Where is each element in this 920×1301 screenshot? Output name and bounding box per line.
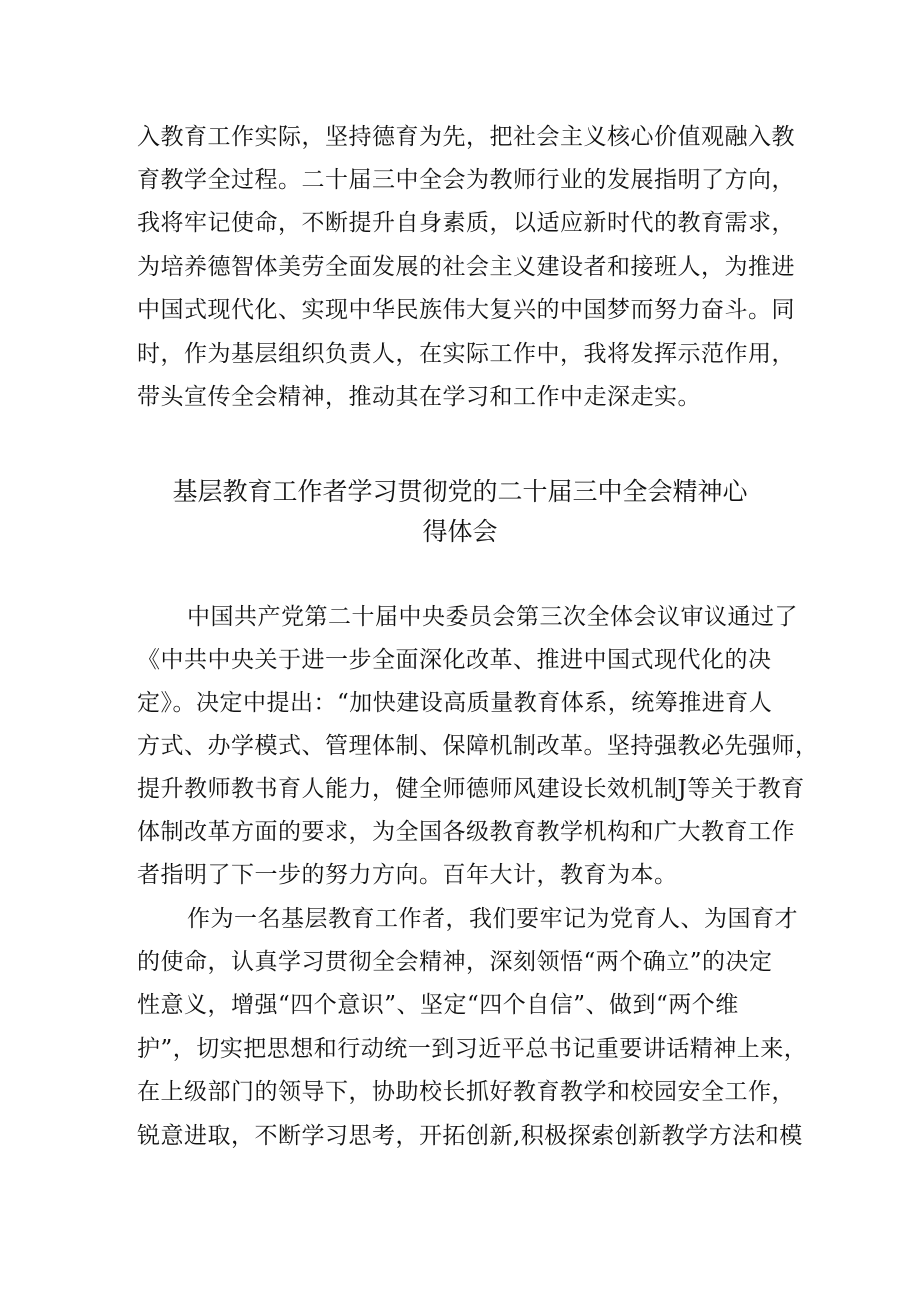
paragraph-line: 提升教师教书育人能力，健全师德师风建设长效机制J等关于教育 — [137, 776, 805, 802]
title-line: 基层教育工作者学习贯彻党的二十届三中全会精神心 — [172, 477, 748, 506]
paragraph-line: 在上级部门的领导下，协助校长抓好教育教学和校园安全工作， — [137, 1079, 795, 1105]
paragraph-line: 我将牢记使命，不断提升自身素质，以适应新时代的教育需求， — [137, 210, 795, 236]
paragraph-line: 时，作为基层组织负责人，在实际工作中，我将发挥示范作用， — [137, 341, 795, 367]
paragraph-line: 的使命，认真学习贯彻全会精神，深刻领悟“两个确立”的决定 — [137, 949, 773, 975]
paragraph-line: 定》。决定中提出：“加快建设高质量教育体系，统筹推进育人 — [137, 690, 773, 716]
paragraph-line: 方式、办学模式、管理体制、保障机制改革。坚持强教必先强师， — [137, 733, 819, 759]
paragraph-line: 中国式现代化、实现中华民族伟大复兴的中国梦而努力奋斗。同 — [137, 297, 795, 323]
paragraph-line: 性意义，增强“四个意识”、坚定“四个自信”、做到“两个维 — [137, 992, 739, 1018]
paragraph-line: 为培养德智体美劳全面发展的社会主义建设者和接班人，为推进 — [137, 254, 795, 280]
paragraph-line: 者指明了下一步的努力方向。百年大计，教育为本。 — [137, 862, 678, 888]
paragraph-line: 育教学全过程。二十届三中全会为教师行业的发展指明了方向， — [137, 167, 795, 193]
paragraph-line: 体制改革方面的要求，为全国各级教育教学机构和广大教育工作 — [137, 819, 795, 845]
paragraph-line: 护”，切实把思想和行动统一到习近平总书记重要讲话精神上来， — [137, 1036, 808, 1062]
paragraph-line: 中国共产党第二十届中央委员会第三次全体会议审议通过了 — [187, 604, 798, 630]
paragraph-line: 入教育工作实际，坚持德育为先，把社会主义核心价值观融入教 — [137, 124, 795, 150]
title-line: 得体会 — [422, 517, 498, 546]
paragraph-line: 《中共中央关于进一步全面深化改革、推进中国式现代化的决 — [137, 647, 772, 673]
paragraph-line: 作为一名基层教育工作者，我们要牢记为党育人、为国育才 — [187, 906, 798, 932]
paragraph-line: 带头宣传全会精神，推动其在学习和工作中走深走实。 — [137, 384, 701, 410]
paragraph-line: 锐意进取，不断学习思考，开拓创新,积极探索创新教学方法和模 — [137, 1123, 803, 1149]
